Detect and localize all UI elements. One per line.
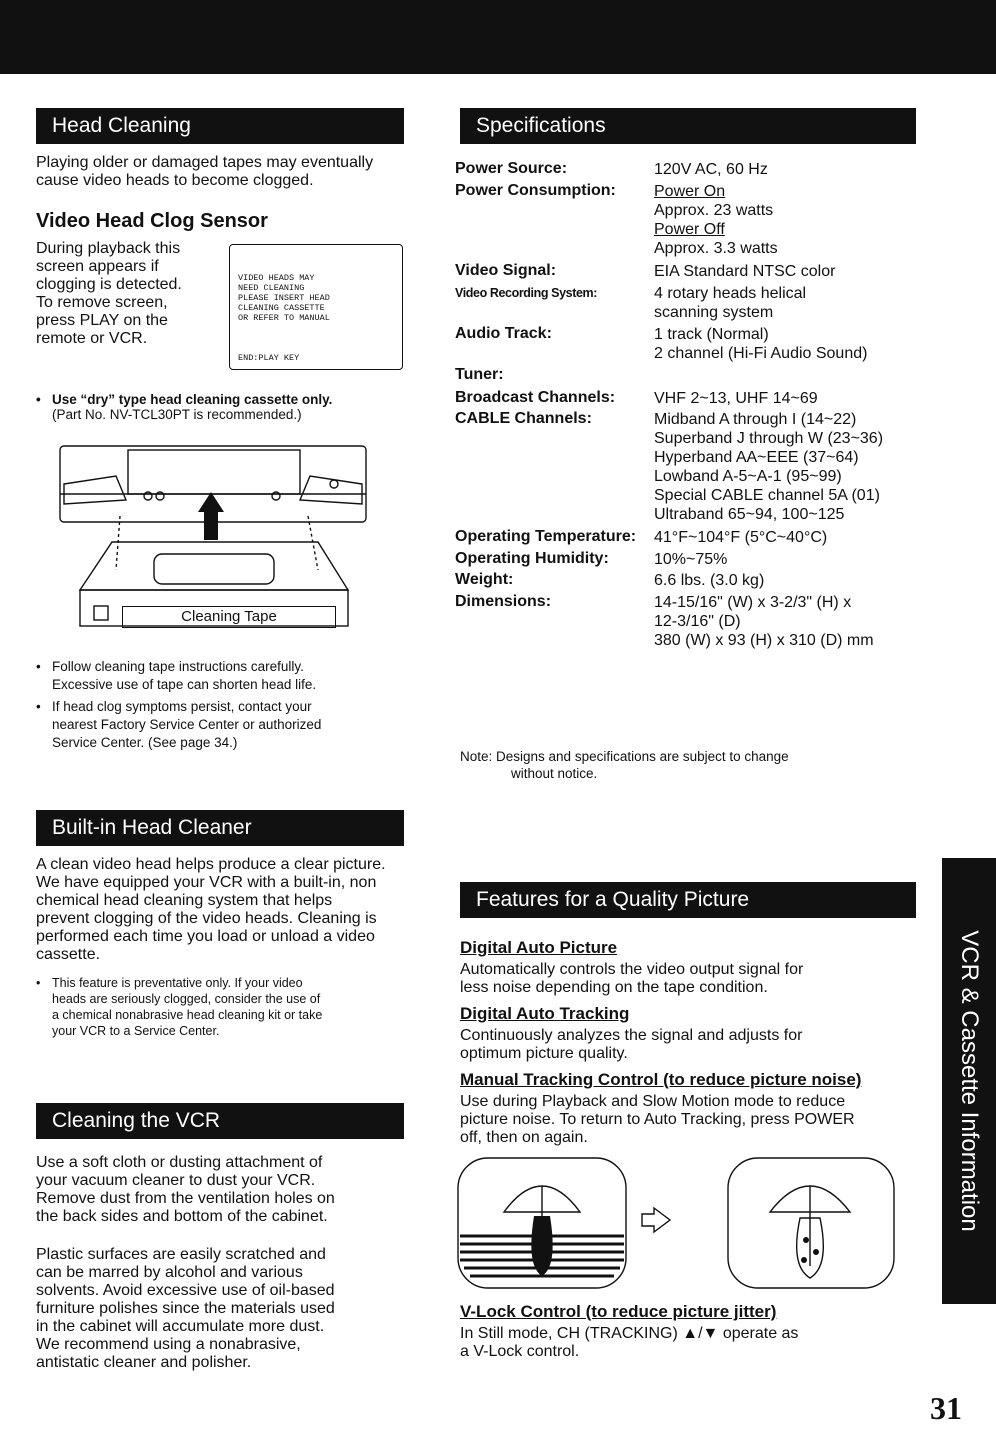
- note-line: heads are seriously clogged, consider the use of: [52, 992, 321, 1006]
- sensor-line: press PLAY on the: [36, 312, 168, 329]
- bullet-line: Service Center. (See page 34.): [52, 735, 238, 750]
- spec-value: Lowband A-5~A-1 (95~99): [654, 468, 842, 485]
- spec-label: Tuner:: [455, 366, 504, 383]
- vrs-values: [654, 284, 806, 322]
- bullet-line: Excessive use of tape can shorten head life.: [52, 677, 317, 692]
- tracking-illustration: [456, 1156, 896, 1294]
- spec-label: Broadcast Channels:: [455, 389, 616, 406]
- text-line: cassette.: [36, 946, 101, 963]
- spec-note: [460, 748, 789, 782]
- head-cleaning-header: Head Cleaning: [36, 108, 404, 144]
- spec-label: Video Recording System:: [455, 286, 597, 300]
- spec-value: 6.6 lbs. (3.0 kg): [654, 572, 765, 589]
- text-line: solvents. Avoid excessive use of oil-based: [36, 1282, 335, 1299]
- screen-footer: END:PLAY KEY: [238, 353, 300, 363]
- screen-line: CLEANING CASSETTE: [238, 303, 325, 313]
- screen-line: VIDEO HEADS MAY: [238, 273, 315, 283]
- text-line: optimum picture quality.: [460, 1045, 628, 1062]
- note-line: a chemical nonabrasive head cleaning kit or take: [52, 1008, 323, 1022]
- power-consumption-values: [654, 182, 778, 258]
- cleaning-vcr-header: Cleaning the VCR: [36, 1103, 404, 1139]
- note-line: Note: Designs and specifications are subject to change: [460, 749, 789, 764]
- intro-line: cause video heads to become clogged.: [36, 172, 314, 189]
- clear-picture-frame: [728, 1158, 894, 1288]
- cleaning-bullets: [52, 658, 321, 752]
- text-line: Use during Playback and Slow Motion mode to reduce: [460, 1093, 846, 1110]
- text-line: Automatically controls the video output signal for: [460, 961, 804, 978]
- built-in-note: [52, 975, 322, 1039]
- spec-label: Weight:: [455, 571, 514, 588]
- feature-title: Manual Tracking Control (to reduce picture noise): [460, 1070, 862, 1089]
- text-line: Plastic surfaces are easily scratched and: [36, 1246, 326, 1263]
- feature-title: V-Lock Control (to reduce picture jitter): [460, 1302, 777, 1321]
- spec-value: Approx. 3.3 watts: [654, 240, 778, 257]
- text-line: a V-Lock control.: [460, 1343, 580, 1360]
- text-line: We have equipped your VCR with a built-in, non: [36, 874, 377, 891]
- text-line: In Still mode, CH (TRACKING) ▲/▼ operate as: [460, 1325, 799, 1342]
- audio-values: [654, 325, 867, 363]
- spec-value: 10%~75%: [654, 551, 728, 568]
- spec-label: CABLE Channels:: [455, 410, 592, 427]
- sensor-text: [36, 240, 182, 348]
- intro-line: Playing older or damaged tapes may eventually: [36, 154, 374, 171]
- bullet-line: • Follow cleaning tape instructions carefully.: [52, 658, 321, 676]
- head-cleaning-intro: [36, 154, 373, 190]
- text-line: Continuously analyzes the signal and adjusts for: [460, 1027, 803, 1044]
- dimension-values: [654, 593, 874, 650]
- feature-title: Digital Auto Tracking: [460, 1004, 630, 1023]
- feature-title: Digital Auto Picture: [460, 938, 618, 957]
- spec-value: 41°F~104°F (5°C~40°C): [654, 529, 828, 546]
- vcr-tape-slot: [128, 450, 300, 494]
- cleaning-vcr-text: [36, 1154, 335, 1372]
- text-line: Use a soft cloth or dusting attachment of: [36, 1154, 323, 1171]
- sensor-title: Video Head Clog Sensor: [36, 210, 268, 232]
- sensor-line: clogging is detected.: [36, 276, 182, 293]
- spec-value: Approx. 23 watts: [654, 202, 774, 219]
- text-line: the back sides and bottom of the cabinet.: [36, 1208, 328, 1225]
- spec-value: 12-3/16" (D): [654, 613, 741, 630]
- note-line: • This feature is preventative only. If your video: [52, 975, 322, 991]
- part-no-line: (Part No. NV-TCL30PT is recommended.): [52, 407, 302, 422]
- text-line: prevent clogging of the video heads. Cleaning is: [36, 910, 377, 927]
- note-line: your VCR to a Service Center.: [52, 1024, 220, 1038]
- spec-label: Power Source:: [455, 160, 568, 177]
- features-header: Features for a Quality Picture: [460, 882, 916, 918]
- text-line: your vacuum cleaner to dust your VCR.: [36, 1172, 316, 1189]
- text-line: performed each time you load or unload a video: [36, 928, 375, 945]
- text-line: Remove dust from the ventilation holes on: [36, 1190, 335, 1207]
- text-line: less noise depending on the tape condition.: [460, 979, 768, 996]
- spec-label: Video Signal:: [455, 262, 557, 279]
- note-line: without notice.: [511, 766, 598, 781]
- text-line: A clean video head helps produce a clear picture.: [36, 856, 386, 873]
- spec-value: 120V AC, 60 Hz: [654, 161, 768, 178]
- cable-values: [654, 410, 883, 524]
- built-in-text: [36, 856, 386, 964]
- screen-line: OR REFER TO MANUAL: [238, 313, 330, 323]
- onscreen-message-box: [229, 244, 403, 370]
- spec-value: Special CABLE channel 5A (01): [654, 487, 880, 504]
- feature-desc: [460, 1325, 798, 1361]
- spec-value: Ultraband 65~94, 100~125: [654, 506, 845, 523]
- text-line: in the cabinet will accumulate more dust.: [36, 1318, 325, 1335]
- built-in-header: Built-in Head Cleaner: [36, 810, 404, 846]
- insert-arrow: [198, 492, 224, 540]
- spec-value: 380 (W) x 93 (H) x 310 (D) mm: [654, 632, 874, 649]
- bullet-line: nearest Factory Service Center or authorized: [52, 717, 322, 732]
- spec-value: Midband A through I (14~22): [654, 411, 857, 428]
- spec-value: Power On: [654, 183, 726, 200]
- spec-value: Superband J through W (23~36): [654, 430, 884, 447]
- text-line: antistatic cleaner and polisher.: [36, 1354, 252, 1371]
- side-tab-label: VCR & Cassette Information: [956, 930, 983, 1232]
- top-black-band: [0, 0, 996, 74]
- screen-line: PLEASE INSERT HEAD: [238, 293, 330, 303]
- cassette-top: [80, 542, 348, 590]
- specifications-header: Specifications: [460, 108, 916, 144]
- screen-line: NEED CLEANING: [238, 283, 305, 293]
- spec-value: 14-15/16" (W) x 3-2/3" (H) x: [654, 594, 852, 611]
- spec-value: 4 rotary heads helical: [654, 285, 807, 302]
- spec-value: 2 channel (Hi-Fi Audio Sound): [654, 345, 868, 362]
- dry-cassette-note: [52, 392, 332, 422]
- use-dry-line: • Use “dry” type head cleaning cassette only.: [52, 392, 332, 407]
- text-line: off, then on again.: [460, 1129, 588, 1146]
- spec-value: scanning system: [654, 304, 774, 321]
- spec-label: Operating Humidity:: [455, 550, 609, 567]
- arrow-right-icon: [642, 1208, 670, 1232]
- cleaning-tape-label: Cleaning Tape: [122, 606, 336, 628]
- text-line: picture noise. To return to Auto Tracking, press POWER: [460, 1111, 855, 1128]
- spec-value: 1 track (Normal): [654, 326, 769, 343]
- feature-desc: [460, 1093, 855, 1147]
- text-line: chemical head cleaning system that helps: [36, 892, 333, 909]
- spec-label: Power Consumption:: [455, 182, 616, 199]
- spec-label: Audio Track:: [455, 325, 552, 342]
- spec-label: Operating Temperature:: [455, 528, 637, 545]
- spec-value: EIA Standard NTSC color: [654, 263, 836, 280]
- text-line: We recommend using a nonabrasive,: [36, 1336, 301, 1353]
- text-line: furniture polishes since the materials used: [36, 1300, 335, 1317]
- onscreen-message: [238, 273, 330, 323]
- spec-label: Dimensions:: [455, 593, 552, 610]
- feature-desc: [460, 961, 803, 997]
- spec-value: Power Off: [654, 221, 725, 238]
- sensor-line: screen appears if: [36, 258, 159, 275]
- sensor-line: remote or VCR.: [36, 330, 148, 347]
- feature-desc: [460, 1027, 802, 1063]
- sensor-line: To remove screen,: [36, 294, 168, 311]
- spec-value: VHF 2~13, UHF 14~69: [654, 390, 818, 407]
- text-line: can be marred by alcohol and various: [36, 1264, 303, 1281]
- spec-value: Hyperband AA~EEE (37~64): [654, 449, 859, 466]
- bullet-line: • If head clog symptoms persist, contact your: [52, 698, 321, 716]
- spacer: [36, 1226, 335, 1246]
- sensor-line: During playback this: [36, 240, 181, 257]
- page-number: 31: [930, 1390, 962, 1426]
